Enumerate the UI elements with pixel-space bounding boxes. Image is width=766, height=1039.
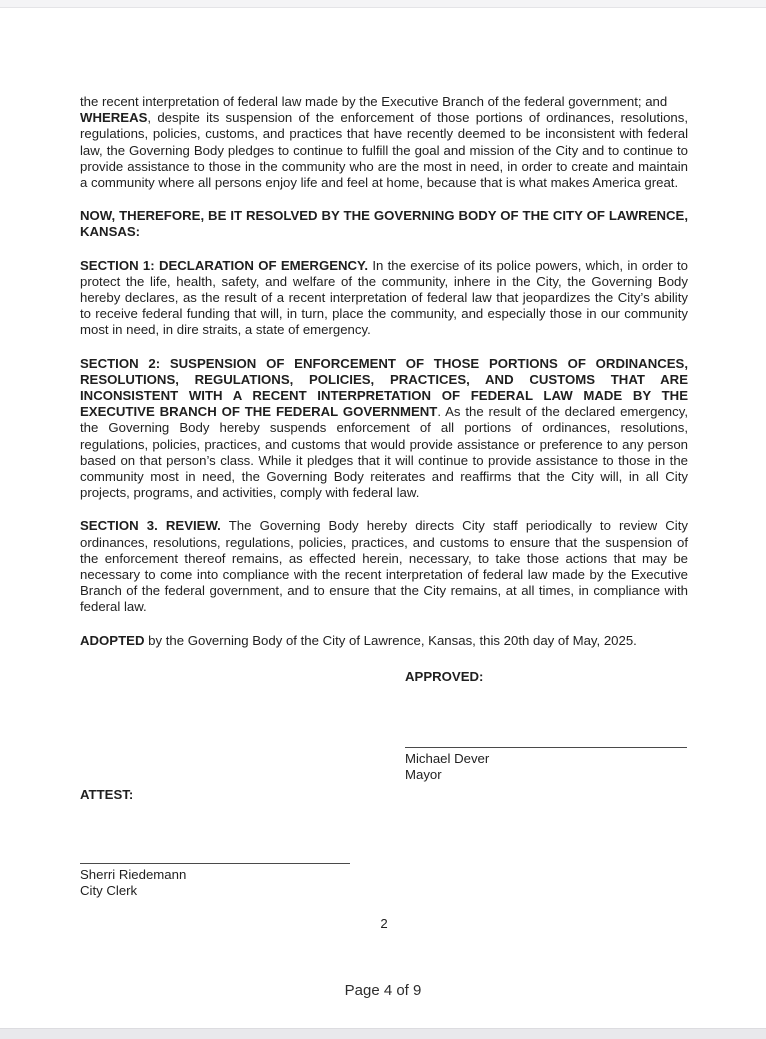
section-1-run: In the exercise of its police powers, which, in order to protect the life, health, safety, and welfare of the community, inhere in the City, the Governing Body hereby declares, as the result of a recent interpretation of federal law that jeopardizes the City’s ability to receive federal funding that will, in turn, place the community, and especially those in our community most in need, in dire straits, a state of emergency. [80,257,689,338]
clerk-signature-block [80,863,688,899]
viewer-page-indicator: Page 4 of 9 [344,982,422,999]
section-1 [80,258,688,339]
clerk-title: City Clerk [80,882,138,898]
section-2 [80,356,688,502]
clerk-signature-line [80,863,350,864]
adopted-clause [80,633,688,649]
mayor-signature-block [405,747,688,783]
horizontal-scrollbar[interactable] [0,1028,766,1039]
whereas-clause-run: , despite its suspension of the enforcement of those portions of ordinances, resolutions, regulations, policies, customs, and practices that have recently deemed to be inconsistent with federal law, the Governing Body pledges to continue to fulfill the goal and mission of the City and to continue to provide assistance to those in the community who are the most in need, in order to create and maintain a community where all persons enjoy life and feel at home, because that is what makes America great. [80,110,688,191]
approved-label: APPROVED: [405,668,484,684]
whereas-clause-run: WHEREAS [80,110,148,126]
section-3 [80,518,688,615]
resolved-clause [80,208,688,240]
mayor-name: Michael Dever [405,751,490,767]
document-page-number: 2 [380,916,388,932]
document-page [0,8,766,1029]
section-2-run: SECTION 2: SUSPENSION OF ENFORCEMENT OF THOSE PORTIONS OF ORDINANCES, RESOLUTIONS, REGULATIONS, POLICIES, PRACTICES, AND CUSTOMS THAT ARE INCONSISTENT WITH A RECENT INTERPRETATION OF FEDERAL LAW MADE BY THE EXECUTIVE BRANCH OF THE FEDERAL GOVERNMENT [80,355,688,420]
attest-label: ATTEST: [80,786,134,802]
whereas-continuation [80,94,688,110]
page-gap [0,0,766,8]
adopted-clause-run: by the Governing Body of the City of Lawrence, Kansas, this 20th day of May, 2025. [144,632,637,648]
document-body [80,94,688,649]
resolved-clause-run: NOW, THEREFORE, BE IT RESOLVED BY THE GOVERNING BODY OF THE CITY OF LAWRENCE, KANSAS: [80,208,688,240]
mayor-title: Mayor [405,767,442,783]
adopted-clause-run: ADOPTED [80,632,145,648]
attest-row [80,787,688,803]
whereas-clause [80,110,688,191]
approved-row [405,669,688,685]
clerk-name: Sherri Riedemann [80,866,187,882]
section-3-run: SECTION 3. REVIEW. [80,518,221,534]
whereas-continuation-run: the recent interpretation of federal law made by the Executive Branch of the federal government; and [80,94,668,109]
section-3-run: The Governing Body hereby directs City staff periodically to review City ordinances, resolutions, regulations, policies, practices, and customs to ensure that the suspension of the enforcement thereof remains, as effected herein, necessary, to take those actions that may be necessary to come into compliance with the recent interpretation of federal law made by the Executive Branch of the federal government, and to ensure that the City remains, at all times, in compliance with federal law. [80,518,688,615]
section-2-run: . As the result of the declared emergency, the Governing Body hereby suspends enforcement of all portions of ordinances, resolutions, regulations, policies, practices, and customs that would provide assistance or preference to any person based on that person’s class. While it pledges that it will continue to provide assistance to those in the community most in need, the Governing Body reiterates and reaffirms that the City will, in all City projects, programs, and activities, comply with federal law. [80,404,689,501]
mayor-signature-line [405,747,687,748]
section-1-run: SECTION 1: DECLARATION OF EMERGENCY. [80,257,369,273]
